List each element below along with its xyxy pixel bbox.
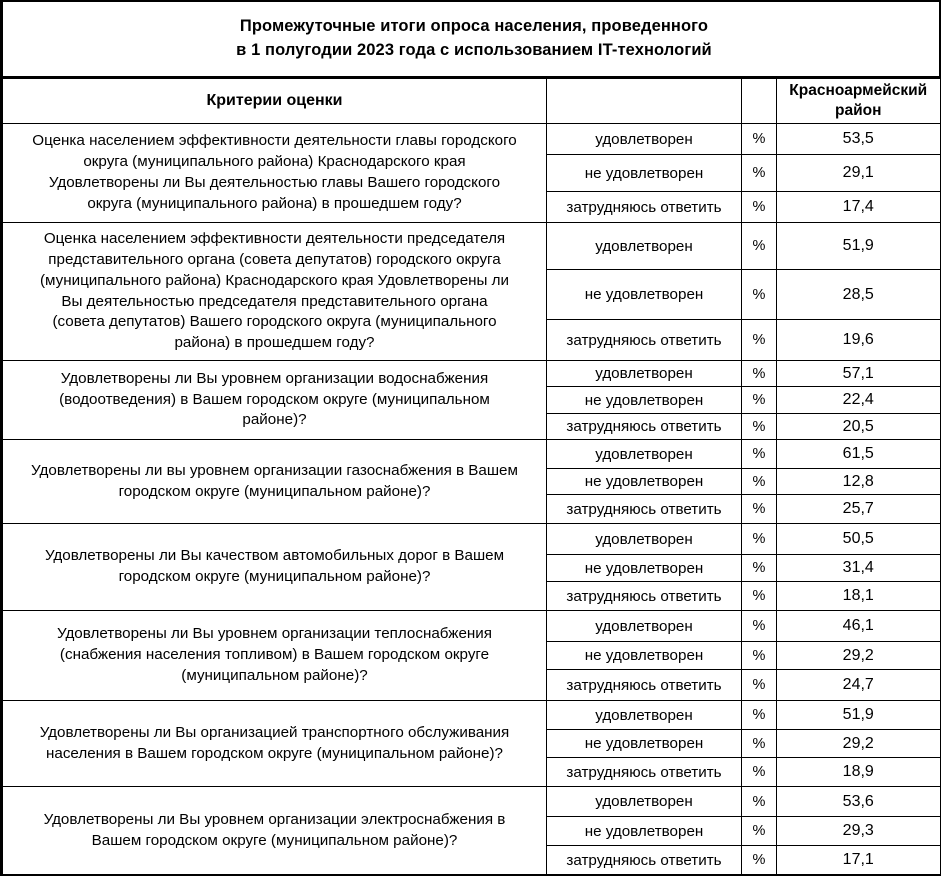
table-row xyxy=(2,124,941,155)
answer-option-hard-to-answer: затрудняюсь ответить xyxy=(547,495,742,524)
value-cell: 51,9 xyxy=(777,701,941,730)
answer-option-not-satisfied: не удовлетворен xyxy=(547,730,742,758)
value-cell: 25,7 xyxy=(777,495,941,524)
answer-option-not-satisfied: не удовлетворен xyxy=(547,642,742,670)
value-cell: 57,1 xyxy=(777,361,941,387)
value-cell: 18,1 xyxy=(777,582,941,611)
criteria-line: городском округе (муниципальном районе)? xyxy=(118,568,431,585)
unit-cell: % xyxy=(742,387,777,414)
value-cell: 24,7 xyxy=(777,670,941,701)
criteria-line: (снабжения населения топливом) в Вашем городском округе xyxy=(59,646,490,664)
unit-cell: % xyxy=(742,582,777,611)
value-cell: 51,9 xyxy=(777,223,941,270)
page-title-line-1: Промежуточные итоги опроса населения, проведенного xyxy=(239,17,709,36)
unit-cell: % xyxy=(742,524,777,555)
unit-cell: % xyxy=(742,701,777,730)
answer-option-hard-to-answer: затрудняюсь ответить xyxy=(547,670,742,701)
answer-option-hard-to-answer: затрудняюсь ответить xyxy=(547,758,742,787)
criteria-line: (совета депутатов) Вашего городского округа (муниципального xyxy=(52,313,497,331)
column-header-criteria: Критерии оценки xyxy=(2,79,547,124)
criteria-line: Удовлетворены ли Вы уровнем организации электроснабжения в xyxy=(43,810,506,828)
answer-option-not-satisfied: не удовлетворен xyxy=(547,469,742,495)
unit-cell: % xyxy=(742,440,777,469)
answer-option-satisfied: удовлетворен xyxy=(547,124,742,155)
table-header-row xyxy=(2,79,941,124)
answer-option-hard-to-answer: затрудняюсь ответить xyxy=(547,192,742,223)
document-title-band xyxy=(0,0,941,78)
unit-cell: % xyxy=(742,846,777,876)
value-cell: 61,5 xyxy=(777,440,941,469)
answer-option-not-satisfied: не удовлетворен xyxy=(547,387,742,414)
value-cell: 12,8 xyxy=(777,469,941,495)
value-cell: 17,4 xyxy=(777,192,941,223)
criteria-line: Удовлетворены ли Вы деятельностью главы Вашего городского xyxy=(48,174,501,191)
criteria-line: населения в Вашем городском округе (муниципальном районе)? xyxy=(46,744,503,762)
unit-cell: % xyxy=(742,155,777,192)
value-cell: 20,5 xyxy=(777,414,941,440)
value-cell: 29,3 xyxy=(777,817,941,846)
criteria-line: округа (муниципального района) в прошедшем году? xyxy=(87,194,462,212)
unit-cell: % xyxy=(742,414,777,440)
criteria-line: Удовлетворены ли Вы организацией транспортного обслуживания xyxy=(39,723,510,741)
answer-option-satisfied: удовлетворен xyxy=(547,440,742,469)
criteria-cell xyxy=(2,124,547,223)
criteria-line: Оценка населением эффективности деятельности главы городского xyxy=(32,132,517,150)
table-row xyxy=(2,787,941,817)
table-row xyxy=(2,223,941,270)
criteria-line: городском округе (муниципальном районе)? xyxy=(118,482,431,500)
answer-option-hard-to-answer: затрудняюсь ответить xyxy=(547,414,742,440)
answer-option-not-satisfied: не удовлетворен xyxy=(547,555,742,582)
criteria-line: (водоотведения) в Вашем городском округе (муниципальном xyxy=(59,390,490,408)
value-cell: 46,1 xyxy=(777,611,941,642)
criteria-line: района) в прошедшем году? xyxy=(174,334,375,352)
answer-option-satisfied: удовлетворен xyxy=(547,361,742,387)
answer-option-satisfied: удовлетворен xyxy=(547,787,742,817)
answer-option-satisfied: удовлетворен xyxy=(547,701,742,730)
table-row xyxy=(2,440,941,469)
value-cell: 53,6 xyxy=(777,787,941,817)
criteria-line: Вы деятельностью председателя представительного органа xyxy=(61,292,488,310)
answer-option-not-satisfied: не удовлетворен xyxy=(547,155,742,192)
answer-option-satisfied: удовлетворен xyxy=(547,223,742,270)
criteria-line: Удовлетворены ли Вы уровнем организации теплоснабжения xyxy=(56,625,493,643)
unit-cell: % xyxy=(742,730,777,758)
criteria-line: округа (муниципального района) Краснодарского края xyxy=(83,153,466,171)
table-row xyxy=(2,361,941,387)
criteria-cell xyxy=(2,787,547,876)
unit-cell: % xyxy=(742,817,777,846)
criteria-line: Вашем городском округе (муниципальном районе)? xyxy=(91,831,458,849)
column-header-region-line-1: Красноармейский xyxy=(789,82,928,100)
table-body xyxy=(2,124,941,876)
criteria-cell xyxy=(2,611,547,701)
unit-cell: % xyxy=(742,192,777,223)
criteria-cell xyxy=(2,361,547,440)
column-header-answer xyxy=(547,79,742,124)
answer-option-hard-to-answer: затрудняюсь ответить xyxy=(547,846,742,876)
value-cell: 28,5 xyxy=(777,270,941,320)
value-cell: 29,2 xyxy=(777,642,941,670)
table-row xyxy=(2,611,941,642)
criteria-line: представительного органа (совета депутатов) городского округа xyxy=(48,250,501,268)
unit-cell: % xyxy=(742,320,777,361)
value-cell: 53,5 xyxy=(777,124,941,155)
criteria-line: Оценка населением эффективности деятельности председателя xyxy=(43,229,506,247)
value-cell: 50,5 xyxy=(777,524,941,555)
answer-option-not-satisfied: не удовлетворен xyxy=(547,270,742,320)
table-row xyxy=(2,701,941,730)
table-row xyxy=(2,524,941,555)
value-cell: 22,4 xyxy=(777,387,941,414)
page-title-line-2: в 1 полугодии 2023 года с использованием IT-технологий xyxy=(236,41,712,59)
unit-cell: % xyxy=(742,361,777,387)
unit-cell: % xyxy=(742,787,777,817)
criteria-line: районе)? xyxy=(242,411,307,429)
unit-cell: % xyxy=(742,611,777,642)
answer-option-hard-to-answer: затрудняюсь ответить xyxy=(547,582,742,611)
unit-cell: % xyxy=(742,124,777,155)
page-title xyxy=(218,15,724,63)
column-header-region-line-2: район xyxy=(835,102,882,119)
answer-option-hard-to-answer: затрудняюсь ответить xyxy=(547,320,742,361)
unit-cell: % xyxy=(742,469,777,495)
unit-cell: % xyxy=(742,758,777,787)
criteria-line: Удовлетворены ли вы уровнем организации газоснабжения в Вашем xyxy=(31,461,518,479)
value-cell: 29,1 xyxy=(777,155,941,192)
unit-cell: % xyxy=(742,670,777,701)
value-cell: 18,9 xyxy=(777,758,941,787)
criteria-cell xyxy=(2,701,547,787)
value-cell: 29,2 xyxy=(777,730,941,758)
value-cell: 31,4 xyxy=(777,555,941,582)
criteria-line: Удовлетворены ли Вы качеством автомобильных дорог в Вашем xyxy=(44,547,505,565)
criteria-cell xyxy=(2,440,547,524)
column-header-unit xyxy=(742,79,777,124)
criteria-cell xyxy=(2,223,547,361)
criteria-line: (муниципальном районе)? xyxy=(181,666,368,684)
value-cell: 19,6 xyxy=(777,320,941,361)
criteria-line: Удовлетворены ли Вы уровнем организации водоснабжения xyxy=(60,369,489,387)
unit-cell: % xyxy=(742,495,777,524)
value-cell: 17,1 xyxy=(777,846,941,876)
survey-results-table xyxy=(0,78,941,876)
answer-option-not-satisfied: не удовлетворен xyxy=(547,817,742,846)
unit-cell: % xyxy=(742,555,777,582)
criteria-cell xyxy=(2,524,547,611)
column-header-region xyxy=(777,79,941,124)
unit-cell: % xyxy=(742,642,777,670)
answer-option-satisfied: удовлетворен xyxy=(547,611,742,642)
criteria-line: (муниципального района) Краснодарского края Удовлетворены ли xyxy=(39,271,510,289)
answer-option-satisfied: удовлетворен xyxy=(547,524,742,555)
unit-cell: % xyxy=(742,223,777,270)
unit-cell: % xyxy=(742,270,777,320)
